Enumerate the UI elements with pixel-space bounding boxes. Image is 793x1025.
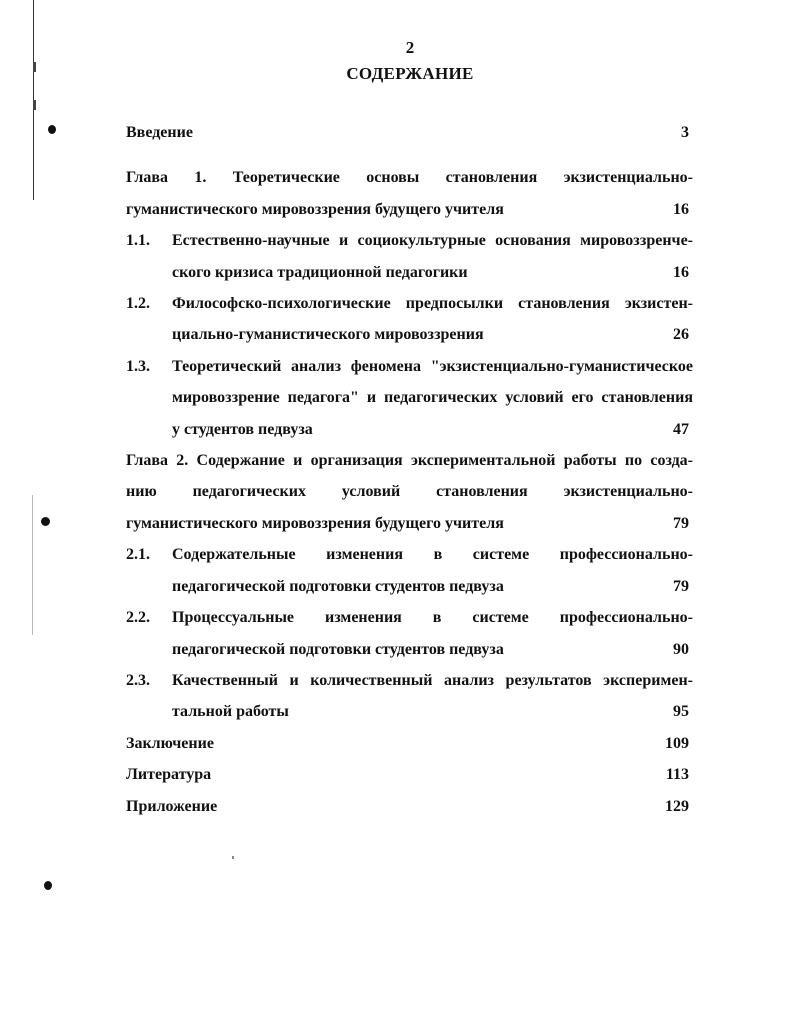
toc-entry-chapter-2 [126,445,693,539]
toc-entry-line: Философско-психологические предпосылки становления экзистен- [172,295,693,313]
toc-entry-line: педагогической подготовки студентов педвуза 79 [172,571,693,602]
toc-page-number: 3 [681,124,689,141]
page-number: 2 [405,38,415,57]
toc-page-number: 129 [665,797,689,815]
toc-entry-line: тальной работы 95 [172,696,693,727]
toc-page-number: 95 [673,703,689,721]
toc-entry-conclusion [126,728,693,759]
scan-noise [32,495,33,635]
toc-entry-line: циально-гуманистического мировоззрения 26 [172,319,693,350]
table-of-contents [126,117,693,822]
toc-page-number: 109 [665,734,689,752]
toc-section-number: 1.2. [126,295,150,313]
toc-section-number: 1.1. [126,232,150,250]
punch-hole-mark [41,517,50,526]
toc-entry-appendix [126,791,693,822]
page-title: СОДЕРЖАНИЕ [346,64,474,83]
toc-page-number: 26 [673,326,689,344]
toc-entry-line: Естественно-научные и социокультурные основания мировоззренче- [172,232,693,250]
toc-entry-section-1-2 [126,288,693,351]
punch-hole-mark [44,881,52,890]
toc-entry-section-2-1 [126,539,693,602]
toc-entry-line: педагогической подготовки студентов педвуза 90 [172,634,693,665]
toc-page-number: 47 [673,420,689,438]
toc-section-number: 2.1. [126,546,150,564]
toc-entry-line: Содержательные изменения в системе профессионально- [172,546,693,564]
toc-page-number: 79 [673,577,689,595]
toc-page-number: 90 [673,640,689,658]
toc-entry-section-1-1 [126,225,693,288]
toc-entry-section-2-3 [126,665,693,728]
toc-entry-label: Литература [126,766,212,784]
toc-page-number: 16 [673,263,689,281]
toc-entry-section-2-2 [126,602,693,665]
toc-entry-line: гуманистического мировоззрения будущего учителя 16 [126,194,693,225]
toc-entry-line: Качественный и количественный анализ результатов эксперимен- [172,671,693,689]
punch-hole-mark [48,125,56,134]
toc-section-number: 1.3. [126,357,150,375]
toc-entry-line: Глава 1. Теоретические основы становления экзистенциально- [126,169,693,187]
toc-page-number: 79 [673,514,689,532]
toc-entry-line: Теоретический анализ феномена "экзистенциально-гуманистическое [172,357,693,375]
toc-page-number: 113 [665,766,689,784]
toc-entry-section-1-3 [126,351,693,445]
toc-entry-line: Глава 2. Содержание и организация экспериментальной работы по созда- [126,452,693,470]
scan-noise [232,856,234,859]
binding-mark [33,100,36,110]
toc-entry-literature [126,759,693,790]
toc-entry-line: гуманистического мировоззрения будущего учителя 79 [126,508,693,539]
toc-entry-line: Процессуальные изменения в системе профессионально- [172,609,693,627]
toc-entry-line: мировоззрение педагога" и педагогических условий его становления [172,389,693,407]
toc-entry-label: Приложение [126,797,218,815]
toc-section-number: 2.2. [126,609,150,627]
toc-entry-line: у студентов педвуза 47 [172,414,693,445]
toc-entry-line: ского кризиса традиционной педагогики 16 [172,257,693,288]
toc-entry-chapter-1 [126,162,693,225]
toc-entry-introduction [126,117,693,148]
toc-entry-line: нию педагогических условий становления экзистенциально- [126,483,693,501]
toc-entry-label: Введение [126,124,193,141]
toc-section-number: 2.3. [126,671,150,689]
toc-entry-label: Заключение [126,734,214,752]
toc-page-number: 16 [673,200,689,218]
